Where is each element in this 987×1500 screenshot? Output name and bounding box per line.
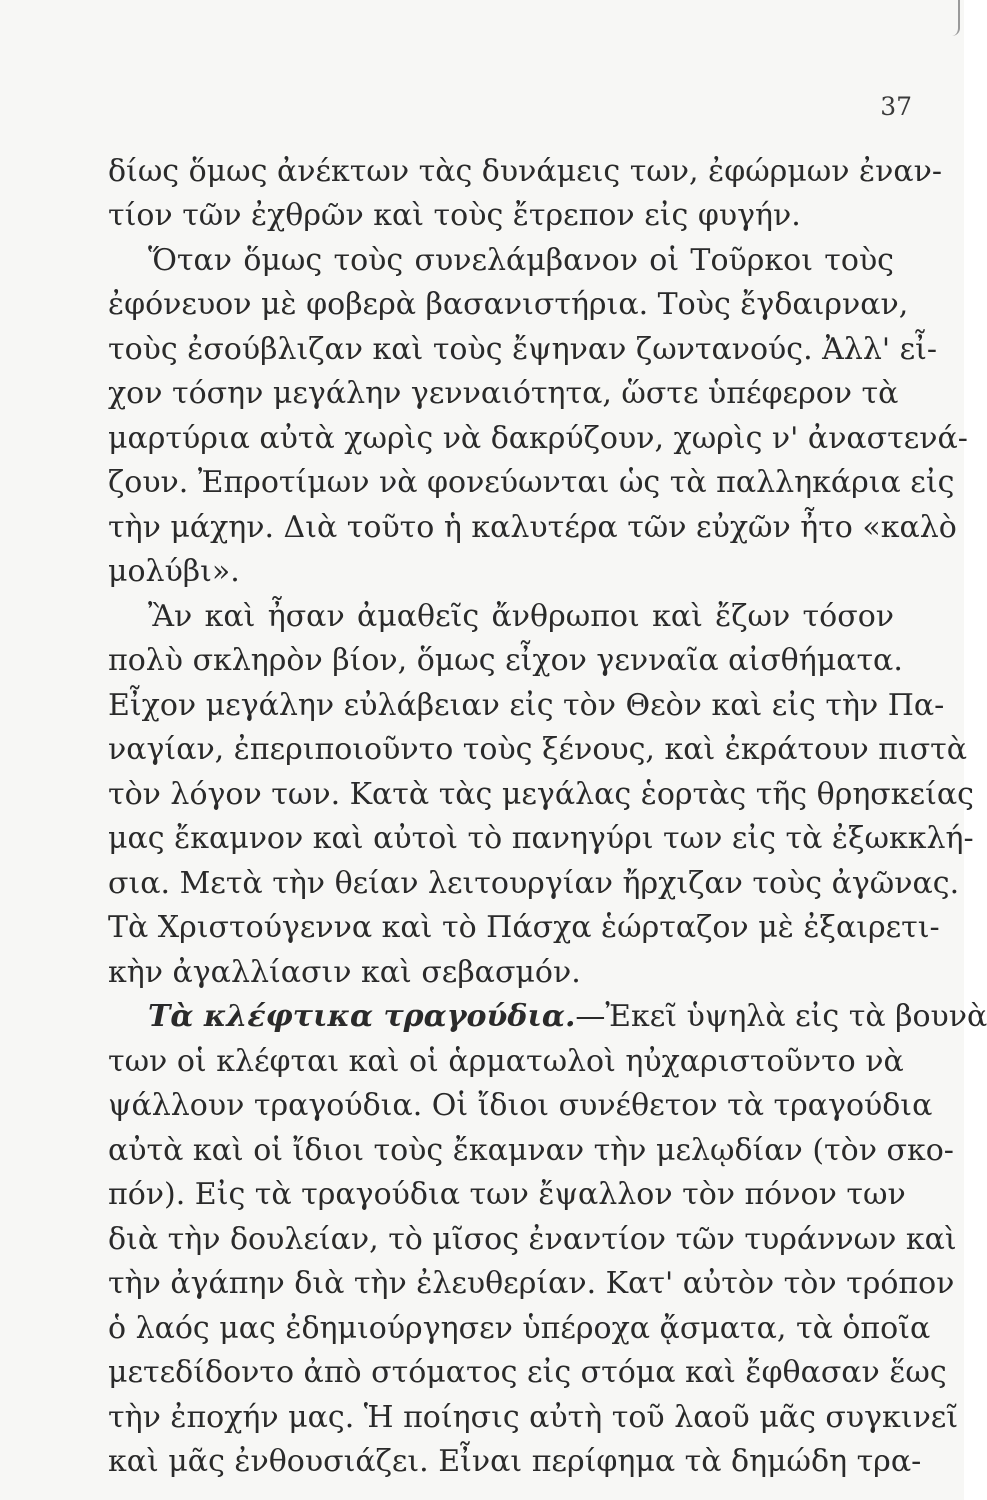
text-line-1: δίως ὅμως ἀνέκτων τὰς δυνάμεις των, ἐφώρμων ἐναν-: [108, 154, 943, 189]
text-line-16: μας ἔκαμνον καὶ αὐτοὶ τὸ πανηγύρι των εἰς τὰ ἐξωκκλή-: [108, 821, 974, 856]
text-line-3: Ὅταν ὅμως τοὺς συνελάμβανον οἱ Τοῦρκοι τοὺς: [148, 243, 894, 278]
text-line-4: ἐφόνευον μὲ φοβερὰ βασανιστήρια. Τοὺς ἔγδαιρναν,: [108, 287, 909, 322]
text-line-13: Εἶχον μεγάλην εὐλάβειαν εἰς τὸν Θεὸν καὶ εἰς τὴν Πα-: [108, 688, 945, 723]
text-line-18: Τὰ Χριστούγεννα καὶ τὸ Πάσχα ἑώρταζον μὲ ἐξαιρετι-: [108, 910, 940, 945]
section-heading: Τὰ κλέφτικα τραγούδια.: [148, 999, 576, 1034]
text-line-17: σια. Μετὰ τὴν θείαν λειτουργίαν ἤρχιζαν τοὺς ἀγῶνας.: [108, 866, 960, 901]
text-line-6: χον τόσην μεγάλην γενναιότητα, ὥστε ὑπέφερον τὰ: [108, 376, 899, 411]
section-line-9: τὴν ἐποχήν μας. Ἡ ποίησις αὐτὴ τοῦ λαοῦ μᾶς συγκινεῖ: [108, 1400, 959, 1435]
section-line-3: αὐτὰ καὶ οἱ ἴδιοι τοὺς ἔκαμναν τὴν μελῳδίαν (τὸν σκο-: [108, 1133, 954, 1168]
section-heading-continuation: —Ἐκεῖ ὑψηλὰ εἰς τὰ βουνὰ: [575, 999, 987, 1034]
text-line-9: τὴν μάχην. Διὰ τοῦτο ἡ καλυτέρα τῶν εὐχῶν ἦτο «καλὸ: [108, 510, 957, 545]
section-line-4: πόν). Εἰς τὰ τραγούδια των ἔψαλλον τὸν πόνον των: [108, 1177, 906, 1212]
text-line-5: τοὺς ἐσούβλιζαν καὶ τοὺς ἔψηναν ζωντανούς. Ἀλλ' εἶ-: [108, 332, 938, 367]
text-line-2: τίον τῶν ἐχθρῶν καὶ τοὺς ἔτρεπον εἰς φυγήν.: [108, 198, 801, 233]
section-line-5: διὰ τὴν δουλείαν, τὸ μῖσος ἐναντίον τῶν τυράννων καὶ: [108, 1222, 957, 1257]
section-heading-line: [148, 995, 987, 1039]
section-line-7: ὁ λαός μας ἐδημιούργησεν ὑπέροχα ᾄσματα, τὰ ὁποῖα: [108, 1311, 931, 1346]
text-line-7: μαρτύρια αὐτὰ χωρὶς νὰ δακρύζουν, χωρὶς ν' ἀναστενά-: [108, 421, 968, 456]
section-line-10: καὶ μᾶς ἐνθουσιάζει. Εἶναι περίφημα τὰ δημώδη τρα-: [108, 1444, 922, 1479]
section-line-2: ψάλλουν τραγούδια. Οἱ ἴδιοι συνέθετον τὰ τραγούδια: [108, 1088, 933, 1123]
section-line-1: των οἱ κλέφται καὶ οἱ ἁρματωλοὶ ηὐχαριστοῦντο νὰ: [108, 1044, 904, 1079]
text-line-11: Ἂν καὶ ἦσαν ἀμαθεῖς ἄνθρωποι καὶ ἔζων τόσον: [148, 599, 894, 634]
page-edge-mark: [948, 0, 960, 36]
text-line-10: μολύβι».: [108, 554, 240, 589]
section-line-6: τὴν ἀγάπην διὰ τὴν ἐλευθερίαν. Κατ' αὐτὸν τὸν τρόπον: [108, 1266, 955, 1301]
section-line-8: μετεδίδοντο ἀπὸ στόματος εἰς στόμα καὶ ἔφθασαν ἕως: [108, 1355, 947, 1390]
text-line-14: ναγίαν, ἐπεριποιοῦντο τοὺς ξένους, καὶ ἐκράτουν πιστὰ: [108, 732, 968, 767]
text-line-8: ζουν. Ἐπροτίμων νὰ φονεύωνται ὡς τὰ παλληκάρια εἰς: [108, 465, 955, 500]
page-number: 37: [880, 92, 912, 121]
text-line-12: πολὺ σκληρὸν βίον, ὅμως εἶχον γενναῖα αἰσθήματα.: [108, 643, 903, 678]
text-line-19: κὴν ἀγαλλίασιν καὶ σεβασμόν.: [108, 955, 581, 990]
text-line-15: τὸν λόγον των. Κατὰ τὰς μεγάλας ἑορτὰς τῆς θρησκείας: [108, 777, 974, 812]
